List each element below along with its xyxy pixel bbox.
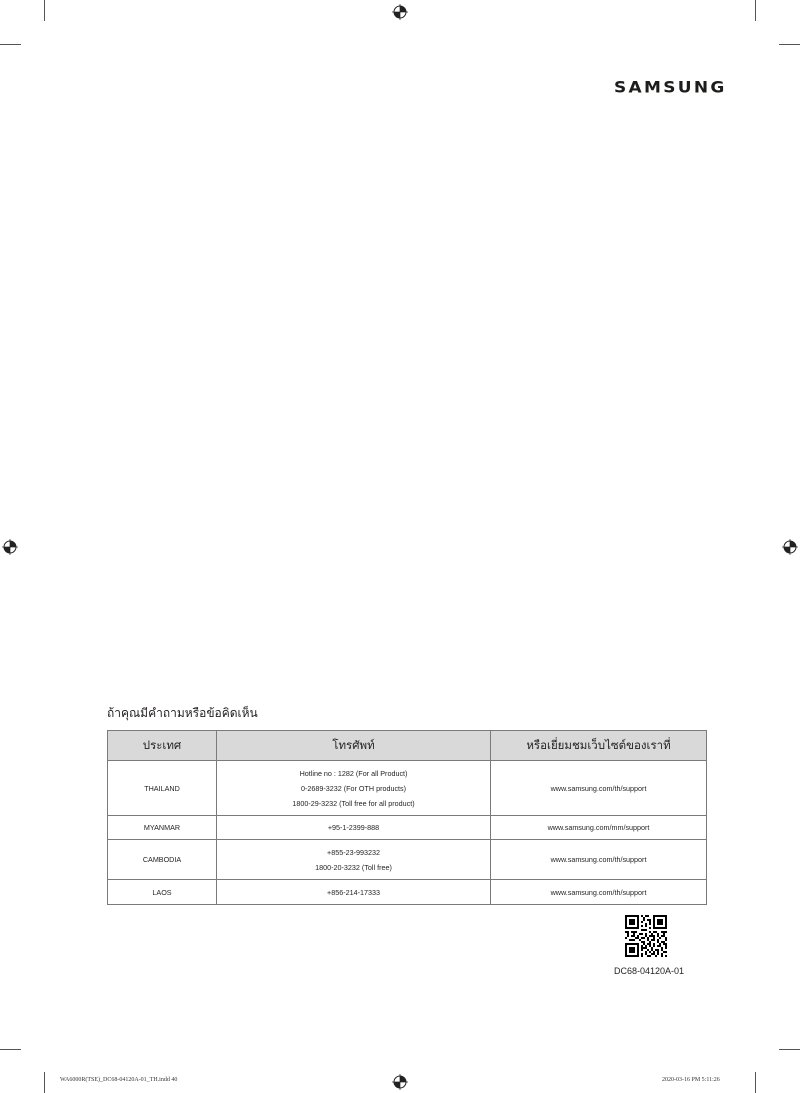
footer-timestamp: 2020-03-16 PM 5:11:26 — [662, 1077, 720, 1083]
crosshair-registration-icon — [392, 1074, 408, 1090]
column-header-website: หรือเยี่ยมชมเว็บไซต์ของเราที่ — [491, 731, 707, 761]
phone-number: 1800-20-3232 (Toll free) — [315, 862, 392, 872]
country-cell: CAMBODIA — [108, 840, 217, 880]
contact-heading: ถ้าคุณมีคำถามหรือข้อคิดเห็น — [107, 706, 258, 720]
document-code: DC68-04120A-01 — [614, 966, 685, 976]
crosshair-registration-icon — [782, 539, 798, 555]
samsung-logo: SAMSUNG — [614, 78, 727, 98]
crop-mark-top-right-h — [779, 44, 800, 45]
footer-file-info: WA6000R(TSE)_DC68-04120A-01_TH.indd 40 — [60, 1077, 178, 1083]
website-cell: www.samsung.com/th/support — [491, 880, 707, 905]
crosshair-registration-icon — [392, 4, 408, 20]
crosshair-registration-icon — [2, 539, 18, 555]
crop-mark-bottom-right-h — [779, 1049, 800, 1050]
crop-mark-top-right-v — [755, 0, 756, 21]
phone-cell — [217, 761, 491, 816]
website-cell: www.samsung.com/th/support — [491, 761, 707, 816]
country-cell: MYANMAR — [108, 816, 217, 840]
phone-number: +856-214-17333 — [327, 887, 380, 897]
country-cell: LAOS — [108, 880, 217, 905]
table-row — [108, 761, 707, 816]
website-cell: www.samsung.com/mm/support — [491, 816, 707, 840]
table-row — [108, 840, 707, 880]
crop-mark-bottom-right-v — [755, 1072, 756, 1093]
phone-number: +855-23-993232 — [327, 847, 380, 857]
crop-mark-bottom-left-v — [44, 1072, 45, 1093]
phone-number: Hotline no : 1282 (For all Product) — [299, 768, 408, 778]
crop-mark-bottom-left-h — [0, 1049, 21, 1050]
phone-number: +95-1-2399-888 — [327, 823, 380, 832]
phone-cell — [217, 840, 491, 880]
phone-cell — [217, 880, 491, 905]
phone-cell — [217, 816, 491, 840]
phone-number: 0-2689-3232 (For OTH products) — [300, 783, 407, 793]
table-header-row — [108, 731, 707, 761]
column-header-phone: โทรศัพท์ — [217, 731, 491, 761]
qr-code-icon — [625, 915, 667, 957]
website-cell: www.samsung.com/th/support — [491, 840, 707, 880]
country-cell: THAILAND — [108, 761, 217, 816]
column-header-country: ประเทศ — [108, 731, 217, 761]
phone-number: 1800-29-3232 (Toll free for all product) — [292, 798, 415, 808]
table-row — [108, 816, 707, 840]
table-row — [108, 880, 707, 905]
crop-mark-top-left-v — [44, 0, 45, 21]
contact-table — [107, 730, 707, 905]
crop-mark-top-left-h — [0, 44, 21, 45]
